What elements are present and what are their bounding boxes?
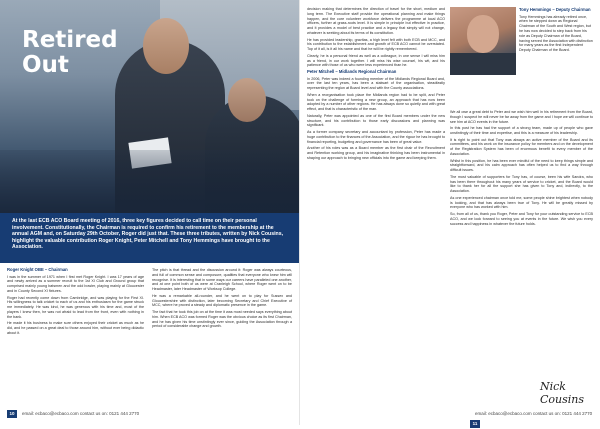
left-page bbox=[0, 0, 300, 425]
section-heading-tony-hemmings: Tony Hemmings – Deputy Chairman bbox=[519, 7, 591, 12]
right-column-1 bbox=[307, 7, 445, 162]
paragraph: He was a remarkable all-rounder, and he went on to play for Sussex and Gloucestershire with distinction, later becoming Secretary and Chief Executive of MCC, where he proved a steady and diplomatic presence in the game. bbox=[152, 293, 292, 308]
hero-figure-second-head bbox=[228, 78, 266, 122]
right-footer bbox=[470, 409, 600, 426]
intro-text: At the last ECB ACO Board meeting of 2016, three key figures decided to call time on their personal involvement. Constitutionally, the Chairman is required to confirm his retirement to the membership at the annual AGM and, on Saturday 29th October, Roger did just that. These three tributes, written by Nick Cousins, highlight the valuable contribution Roger Knight, Peter Mitchell and Tony Hemmings have brought to the Association. bbox=[12, 218, 284, 251]
paragraph: We all owe a great debt to Peter and we wish him well in his retirement from the Board, though I suspect he will never be far away from the game and I hope we will continue to see him at ACO events in the future. bbox=[450, 110, 593, 124]
title-line-1: Retired bbox=[22, 27, 118, 53]
paragraph: Naturally, Peter was appointed as one of the first Board members under the new structure, and his contribution to those early discussions and planning was significant. bbox=[307, 113, 445, 128]
title-line-2: Out bbox=[22, 52, 69, 78]
hero-photo bbox=[0, 0, 300, 213]
hero-audience bbox=[0, 150, 300, 213]
page-number: 11 bbox=[470, 420, 480, 428]
section-heading-peter-mitchell: Peter Mitchell – Midlands Regional Chairman bbox=[307, 68, 397, 74]
left-column-2 bbox=[152, 268, 292, 331]
right-page bbox=[300, 0, 600, 425]
paragraph: In 2006, Peter was indeed a founding member of the Midlands Regional Board and, over the last ten years, has been a stalwart of the organisation, steadfastly representing the region at Board level and with the County associations. bbox=[307, 76, 445, 91]
tony-hemmings-photo bbox=[450, 7, 516, 75]
paragraph: It is right to point out that Tony was always an active member of the Board and its committees, and his work on the insurance policy for members and on the development of the Registration System has been of enormous benefit to every member of the Association. bbox=[450, 137, 593, 156]
hero-figure-main-head bbox=[143, 18, 189, 74]
paragraph: In this post he has had the support of a strong team, made up of people who gave unstintingly of their time and expertise, and this is a measure of his leadership. bbox=[450, 126, 593, 135]
right-column-2 bbox=[450, 110, 593, 228]
paragraph: The most valuable of supporters for Tony has, of course, been his wife Sandra, who has been there throughout his many years of service to cricket, and the Board would like to thank her for all the support she has given to Tony and, indirectly, to the Association. bbox=[450, 174, 593, 194]
paragraph: As a former company secretary and accountant by profession, Peter has made a huge contribution to the finances of the Association, and the rigour he has brought to financial reporting, budgeting and governance has been of great value. bbox=[307, 129, 445, 144]
section-heading-chairman: Roger Knight OBE – Chairman bbox=[7, 267, 68, 272]
paragraph: I was in the summer of 1971 when I first met Roger Knight. I was 17 years of age and newly arrived as a summer recruit to the 1st XI Club and Ground group that comprised mainly young batsmen and the odd bowler, playing mainly at Gloucester and in County Second XI fixtures. bbox=[7, 274, 144, 293]
photo-suit bbox=[450, 53, 516, 75]
paragraph: Roger had recently come down from Cambridge, and was playing for the First XI. His willingness to talk cricket to each of us and his enthusiasm for the game struck me immediately. He was kind, he was generous with his time and, most of the players I knew then, he was not afraid to lead from the front, even with nothing in the bank. bbox=[7, 295, 144, 319]
paragraph: He made it his business to make sure others enjoyed their cricket as much as he did, and he passed on a great deal to those around him, without ever being didactic about it. bbox=[7, 321, 144, 335]
paragraph: So, from all of us, thank you Roger, Peter and Tony for your outstanding service to ECB ACO, and we look forward to seeing you at events in the future. We wish you every success and happiness in whatever the future holds. bbox=[450, 211, 593, 226]
paragraph: Clearly, he is a personal friend as well as a colleague, in one sense I will miss him as a friend, in our work together. I will miss his wise counsel, his wit, and his patience with those of us who were less experienced than he. bbox=[307, 53, 445, 68]
page-number: 10 bbox=[7, 410, 17, 418]
caption-text: Tony Hemmings has already retired once, when he stepped down as Regional Chairman of the South and West region, but he has now decided to step back from his role as Deputy Chairman of the Board, having served the Association with distinction for many years as the first Independent Deputy Chairman of the Board. bbox=[519, 14, 593, 53]
paragraph: As one experienced chairman once told me, some people shine brightest when nobody is looking, and that has always been true of Tony. He will be greatly missed by everyone who has worked with him. bbox=[450, 195, 593, 210]
footer-contact: email: ecbaco@ecbaco.com contact us on: 0121 444 2770 bbox=[475, 411, 593, 416]
left-column-1 bbox=[7, 268, 144, 338]
article-title bbox=[22, 28, 142, 78]
photo-face bbox=[467, 15, 499, 53]
photo-caption bbox=[519, 8, 593, 53]
paragraph: He has provided leadership, gravitas, a high level felt with both ECB and MCC, and his contribution to the establishment and growth of ECB ACO cannot be overstated. Top of it all, is it all his name and that he will be rightly remembered. bbox=[307, 37, 445, 52]
author-signature: Nick Cousins bbox=[540, 380, 585, 406]
paragraph: Whilst in this position, he has been ever mindful of the need to keep things simple and straightforward, and his calm approach has often helped us to find a way through difficult issues. bbox=[450, 158, 593, 173]
paragraph: Another of his roles was as a Board member as the first chair of the Recruitment and Retention working group, and his imaginative thinking has been instrumental in shaping our approach to bringing new officials into the game and keeping them. bbox=[307, 146, 445, 160]
paragraph: The fact that he took this job on at the time it was most needed says everything about him. When ECB ACO was formed Roger was the obvious choice as its first Chairman, and he has given his time unstintingly ever since, guiding the Association through a period of considerable change and growth. bbox=[152, 309, 292, 329]
left-footer bbox=[7, 409, 144, 419]
paragraph: decision making that determines the direction of travel for the short, medium and long term. The Executive staff provide the operational planning and make things happen, and the core volunteer workforce delivers the programme at local ACO officers, further at grass-roots level. It is simple in principle but effective in practice, and it provides a model of best practice and a legacy that simply will not change, whatever is seeking about its terms of its constitution. bbox=[307, 7, 445, 35]
paragraph: When a reorganisation took place the Midlands region had to be split, and Peter took on the challenge of forming a new group, an approach that has now been adopted by a number of other regions. He has always done so quietly and with great effect, and that is characteristic of the man. bbox=[307, 92, 445, 112]
footer-contact: email: ecbaco@ecbaco.com contact us on: 0121 444 2770 bbox=[22, 411, 140, 416]
paragraph: The pitch is that thread and the discussion around it: Roger was always courteous, and full of common sense and composure, qualities that everyone who knew him will recognise. It is interesting that in some ways our careers have paralleled one another, and at one point both of us were at Cranleigh School, where Roger went on to be Headmaster, later Headmaster of Worksop College. bbox=[152, 268, 292, 292]
intro-band bbox=[0, 213, 300, 263]
